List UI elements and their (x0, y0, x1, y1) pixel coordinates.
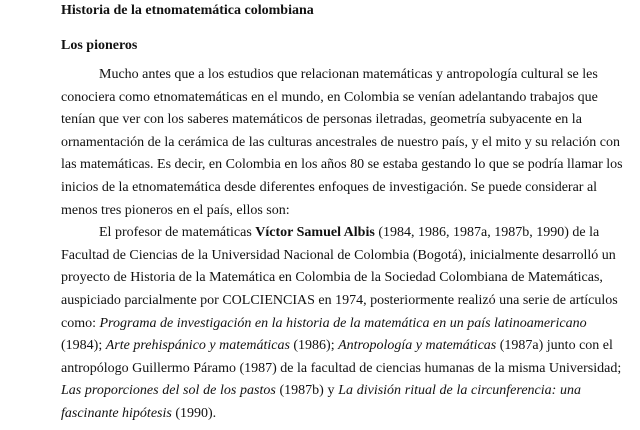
article-title: Arte prehispánico y matemáticas (105, 338, 290, 354)
article-title: La división ritual de la circunferencia: una (338, 383, 581, 399)
text-line: antropólogo Guillermo Páramo (1987) de la facultad de ciencias humanas de la misma Universidad; (61, 360, 622, 376)
text-line: las matemáticas. Es decir, en Colombia en los años 80 se estaba gestando lo que se podría llamar los (61, 157, 623, 173)
text-run: (1984, 1986, 1987a, 1987b, 1990) de la (374, 225, 600, 241)
text-line (99, 224, 600, 241)
article-title: Programa de investigación en la historia de la matemática en un país latinoamericano (99, 315, 587, 331)
text-line: Facultad de Ciencias de la Universidad Nacional de Colombia (Bogotá), inicialmente desarrolló un (61, 247, 616, 263)
text-line: proyecto de Historia de la Matemática en Colombia de la Sociedad Colombiana de Matemáticas, (61, 270, 603, 286)
text-line (61, 382, 581, 399)
article-title: fascinante hipótesis (61, 406, 172, 421)
text-line: tenían que ver con los saberes matemáticos de personas iletradas, geometría subyacente en la (61, 112, 582, 128)
article-title: Antropología y matemáticas (338, 338, 497, 354)
section-title: Los pioneros (61, 38, 138, 53)
text-line: Mucho antes que a los estudios que relacionan matemáticas y antropología cultural se les (99, 67, 598, 82)
text-run: (1984); (61, 338, 106, 354)
text-run: (1990). (171, 406, 217, 421)
text-run: como: (61, 315, 100, 331)
text-line: auspiciado parcialmente por COLCIENCIAS en 1974, posteriormente realizó una serie de artículos (61, 293, 618, 308)
text-run: (1987a) junto con el (496, 338, 613, 354)
text-run: (1986); (289, 338, 339, 354)
author-name: Víctor Samuel Albis (255, 225, 375, 241)
article-title: Las proporciones del sol de los pastos (61, 383, 276, 399)
text-run: El profesor de matemáticas (99, 225, 256, 241)
text-run: (1987b) y (275, 383, 339, 399)
text-line (61, 405, 581, 422)
text-line: menos tres pioneros en el país, ellos son: (61, 202, 290, 218)
text-line: ornamentación de la cerámica de las culturas ancestrales de nuestro país, y el mito y su relación con (61, 134, 621, 150)
text-line: inicios de la etnomatemática desde diferentes enfoques de investigación. Se puede considerar al (61, 180, 598, 195)
text-line (61, 315, 587, 332)
text-line: conociera como etnomatemáticas en el mundo, en Colombia se venían adelantando trabajos que (61, 89, 598, 105)
document-title: Historia de la etnomatemática colombiana (61, 3, 314, 18)
text-line (61, 337, 613, 354)
